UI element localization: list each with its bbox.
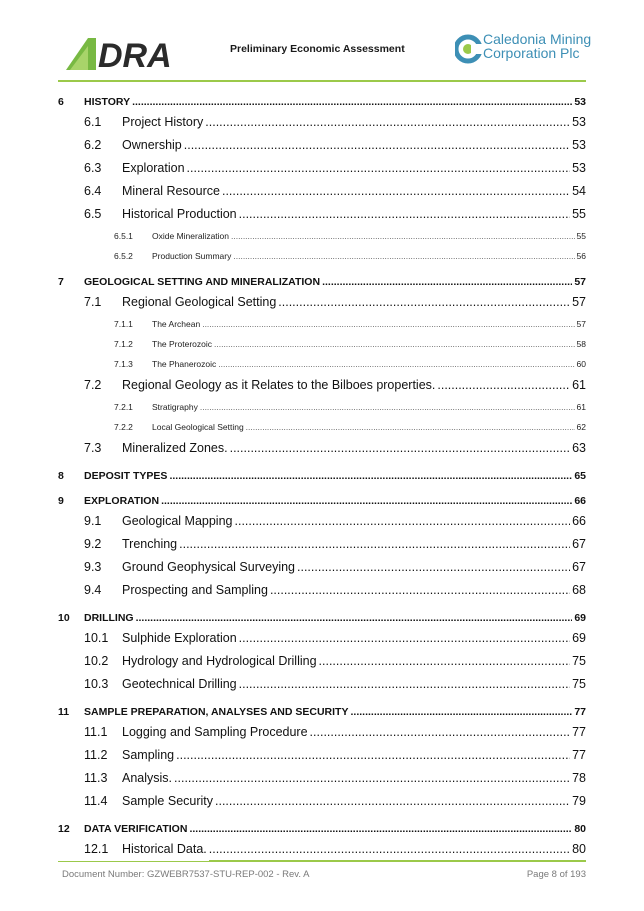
toc-entry-page: 55	[570, 203, 586, 226]
toc-entry[interactable]	[58, 744, 586, 767]
toc-dot-leader	[350, 704, 572, 721]
toc-entry[interactable]	[58, 821, 586, 838]
toc-dot-leader	[205, 111, 570, 134]
toc-dot-leader	[239, 673, 570, 696]
toc-entry-title: Exploration	[122, 157, 187, 180]
toc-entry[interactable]	[58, 180, 586, 203]
toc-entry-page: 63	[570, 437, 586, 460]
toc-dot-leader	[322, 274, 572, 291]
toc-entry[interactable]	[58, 650, 586, 673]
toc-entry-number: 7.1.3	[58, 354, 152, 374]
toc-entry-page: 77	[572, 704, 586, 721]
toc-entry[interactable]	[58, 579, 586, 602]
toc-entry-page: 53	[570, 157, 586, 180]
toc-entry[interactable]	[58, 468, 586, 485]
toc-entry-number: 6	[58, 94, 84, 111]
toc-entry[interactable]	[58, 354, 586, 374]
toc-entry[interactable]	[58, 334, 586, 354]
toc-entry-number: 7.2.2	[58, 417, 152, 437]
toc-entry-title: Prospecting and Sampling	[122, 579, 270, 602]
toc-dot-leader	[319, 650, 571, 673]
toc-entry-title: The Phanerozoic	[152, 354, 218, 374]
toc-entry-page: 68	[570, 579, 586, 602]
toc-entry[interactable]	[58, 673, 586, 696]
toc-entry-page: 77	[570, 721, 586, 744]
toc-dot-leader	[169, 468, 572, 485]
toc-entry[interactable]	[58, 94, 586, 111]
toc-entry-title: Analysis.	[122, 767, 174, 790]
toc-dot-leader	[187, 157, 571, 180]
toc-dot-leader	[176, 744, 570, 767]
toc-entry[interactable]	[58, 314, 586, 334]
toc-entry-title: Stratigraphy	[152, 397, 200, 417]
toc-entry-page: 69	[570, 627, 586, 650]
toc-entry-page: 67	[570, 556, 586, 579]
toc-entry[interactable]	[58, 111, 586, 134]
toc-entry[interactable]	[58, 374, 586, 397]
toc-entry[interactable]	[58, 291, 586, 314]
toc-entry[interactable]	[58, 417, 586, 437]
toc-dot-leader	[218, 354, 574, 374]
toc-entry-page: 61	[570, 374, 586, 397]
toc-dot-leader	[214, 334, 575, 354]
toc-dot-leader	[174, 767, 570, 790]
toc-entry-title: Hydrology and Hydrological Drilling	[122, 650, 319, 673]
toc-dot-leader	[136, 610, 573, 627]
toc-entry-number: 6.1	[58, 111, 122, 134]
toc-dot-leader	[184, 134, 570, 157]
toc-entry-title: DRILLING	[84, 610, 136, 627]
toc-entry-number: 9.3	[58, 556, 122, 579]
toc-entry-title: HISTORY	[84, 94, 132, 111]
toc-entry-page: 53	[570, 134, 586, 157]
toc-entry[interactable]	[58, 493, 586, 510]
toc-entry-title: Historical Data.	[122, 838, 209, 861]
toc-entry[interactable]	[58, 533, 586, 556]
toc-entry[interactable]	[58, 157, 586, 180]
toc-entry[interactable]	[58, 556, 586, 579]
toc-entry-number: 7.1.1	[58, 314, 152, 334]
toc-entry-title: DATA VERIFICATION	[84, 821, 189, 838]
toc-entry-title: Sampling	[122, 744, 176, 767]
table-of-contents	[58, 92, 586, 861]
toc-dot-leader	[270, 579, 570, 602]
toc-entry-number: 9.1	[58, 510, 122, 533]
toc-entry-page: 55	[575, 226, 586, 246]
toc-entry[interactable]	[58, 627, 586, 650]
toc-entry-page: 69	[572, 610, 586, 627]
toc-entry-page: 75	[570, 650, 586, 673]
toc-dot-leader	[239, 203, 570, 226]
toc-entry-title: DEPOSIT TYPES	[84, 468, 169, 485]
toc-entry-page: 66	[572, 493, 586, 510]
toc-entry-number: 10	[58, 610, 84, 627]
toc-entry-page: 80	[570, 838, 586, 861]
toc-entry-number: 10.1	[58, 627, 122, 650]
toc-entry-title: Ground Geophysical Surveying	[122, 556, 297, 579]
toc-entry-title: Regional Geology as it Relates to the Bilboes properties.	[122, 374, 437, 397]
toc-entry-page: 75	[570, 673, 586, 696]
toc-entry-title: GEOLOGICAL SETTING AND MINERALIZATION	[84, 274, 322, 291]
toc-entry-title: Logging and Sampling Procedure	[122, 721, 310, 744]
toc-entry-title: The Archean	[152, 314, 202, 334]
toc-dot-leader	[202, 314, 574, 334]
toc-entry-page: 60	[575, 354, 586, 374]
toc-entry-title: EXPLORATION	[84, 493, 161, 510]
toc-entry-number: 10.3	[58, 673, 122, 696]
toc-entry[interactable]	[58, 203, 586, 226]
toc-entry-number: 6.2	[58, 134, 122, 157]
toc-entry-number: 11.4	[58, 790, 122, 813]
toc-entry-title: Trenching	[122, 533, 179, 556]
toc-entry-page: 58	[575, 334, 586, 354]
toc-entry-number: 7.1.2	[58, 334, 152, 354]
toc-entry-page: 57	[575, 314, 586, 334]
toc-entry[interactable]	[58, 721, 586, 744]
toc-entry-number: 9.2	[58, 533, 122, 556]
toc-entry-number: 7	[58, 274, 84, 291]
toc-entry-title: The Proterozoic	[152, 334, 214, 354]
toc-entry[interactable]	[58, 134, 586, 157]
toc-entry-number: 7.2	[58, 374, 122, 397]
toc-entry-title: Project History	[122, 111, 205, 134]
toc-entry-title: Oxide Mineralization	[152, 226, 231, 246]
caledonia-line-1: Caledonia Mining	[483, 31, 592, 47]
toc-entry-page: 77	[570, 744, 586, 767]
toc-entry-page: 79	[570, 790, 586, 813]
toc-entry-number: 6.4	[58, 180, 122, 203]
caledonia-line-2: Corporation Plc	[483, 45, 580, 61]
toc-entry-number: 6.5.1	[58, 226, 152, 246]
toc-entry-page: 67	[570, 533, 586, 556]
page-header	[0, 0, 644, 80]
toc-entry[interactable]	[58, 437, 586, 460]
toc-entry-number: 12	[58, 821, 84, 838]
toc-entry[interactable]	[58, 510, 586, 533]
toc-entry-title: Geotechnical Drilling	[122, 673, 239, 696]
page-number: Page 8 of 193	[526, 869, 586, 880]
toc-entry-page: 80	[572, 821, 586, 838]
toc-dot-leader	[233, 246, 574, 266]
toc-dot-leader	[189, 821, 572, 838]
page-header-title: Preliminary Economic Assessment	[230, 43, 405, 55]
toc-entry-number: 7.1	[58, 291, 122, 314]
toc-entry-number: 7.2.1	[58, 397, 152, 417]
toc-entry-title: Ownership	[122, 134, 184, 157]
toc-entry[interactable]	[58, 274, 586, 291]
toc-entry-page: 66	[570, 510, 586, 533]
toc-entry-number: 11	[58, 704, 84, 721]
toc-entry-number: 6.5	[58, 203, 122, 226]
toc-dot-leader	[179, 533, 570, 556]
toc-entry-title: SAMPLE PREPARATION, ANALYSES AND SECURITY	[84, 704, 350, 721]
toc-dot-leader	[278, 291, 570, 314]
toc-entry-number: 8	[58, 468, 84, 485]
toc-entry-title: Historical Production	[122, 203, 239, 226]
toc-entry-title: Mineralized Zones.	[122, 437, 230, 460]
toc-entry-title: Mineral Resource	[122, 180, 222, 203]
toc-entry-page: 62	[575, 417, 586, 437]
toc-entry[interactable]	[58, 246, 586, 266]
toc-entry[interactable]	[58, 790, 586, 813]
toc-entry-page: 78	[570, 767, 586, 790]
toc-entry-title: Geological Mapping	[122, 510, 235, 533]
toc-entry-number: 11.1	[58, 721, 122, 744]
toc-dot-leader	[230, 437, 570, 460]
toc-entry[interactable]	[58, 397, 586, 417]
toc-entry-page: 53	[572, 94, 586, 111]
toc-entry-page: 56	[575, 246, 586, 266]
header-divider	[58, 80, 586, 82]
toc-entry-number: 6.5.2	[58, 246, 152, 266]
toc-dot-leader	[215, 790, 570, 813]
toc-dot-leader	[239, 627, 570, 650]
toc-entry-number: 12.1	[58, 838, 122, 861]
dra-logo	[66, 36, 196, 70]
toc-entry-number: 11.2	[58, 744, 122, 767]
toc-entry-page: 54	[570, 180, 586, 203]
toc-entry-title: Sulphide Exploration	[122, 627, 239, 650]
toc-dot-leader	[310, 721, 571, 744]
toc-dot-leader	[132, 94, 572, 111]
toc-dot-leader	[200, 397, 575, 417]
toc-dot-leader	[231, 226, 575, 246]
toc-entry-page: 53	[570, 111, 586, 134]
document-number: Document Number: GZWEBR7537-STU-REP-002 - Rev. A	[62, 869, 310, 880]
toc-entry-title: Production Summary	[152, 246, 233, 266]
toc-entry-number: 6.3	[58, 157, 122, 180]
toc-entry-number: 9.4	[58, 579, 122, 602]
toc-entry-page: 57	[572, 274, 586, 291]
toc-entry[interactable]	[58, 767, 586, 790]
toc-entry-title: Sample Security	[122, 790, 215, 813]
toc-entry-title: Regional Geological Setting	[122, 291, 278, 314]
toc-dot-leader	[209, 838, 570, 861]
toc-entry-page: 65	[572, 468, 586, 485]
toc-entry[interactable]	[58, 610, 586, 627]
toc-entry-page: 57	[570, 291, 586, 314]
toc-dot-leader	[297, 556, 570, 579]
toc-entry-title: Local Geological Setting	[152, 417, 246, 437]
toc-dot-leader	[437, 374, 570, 397]
toc-entry-page: 61	[575, 397, 586, 417]
dra-logo-text: DRA	[98, 37, 172, 70]
toc-entry-number: 10.2	[58, 650, 122, 673]
toc-entry[interactable]	[58, 838, 586, 861]
toc-entry[interactable]	[58, 226, 586, 246]
toc-dot-leader	[246, 417, 575, 437]
toc-entry-number: 7.3	[58, 437, 122, 460]
toc-dot-leader	[161, 493, 572, 510]
toc-entry[interactable]	[58, 704, 586, 721]
toc-entry-number: 9	[58, 493, 84, 510]
toc-entry-number: 11.3	[58, 767, 122, 790]
toc-dot-leader	[222, 180, 570, 203]
toc-dot-leader	[235, 510, 571, 533]
caledonia-logo-text	[483, 32, 591, 60]
